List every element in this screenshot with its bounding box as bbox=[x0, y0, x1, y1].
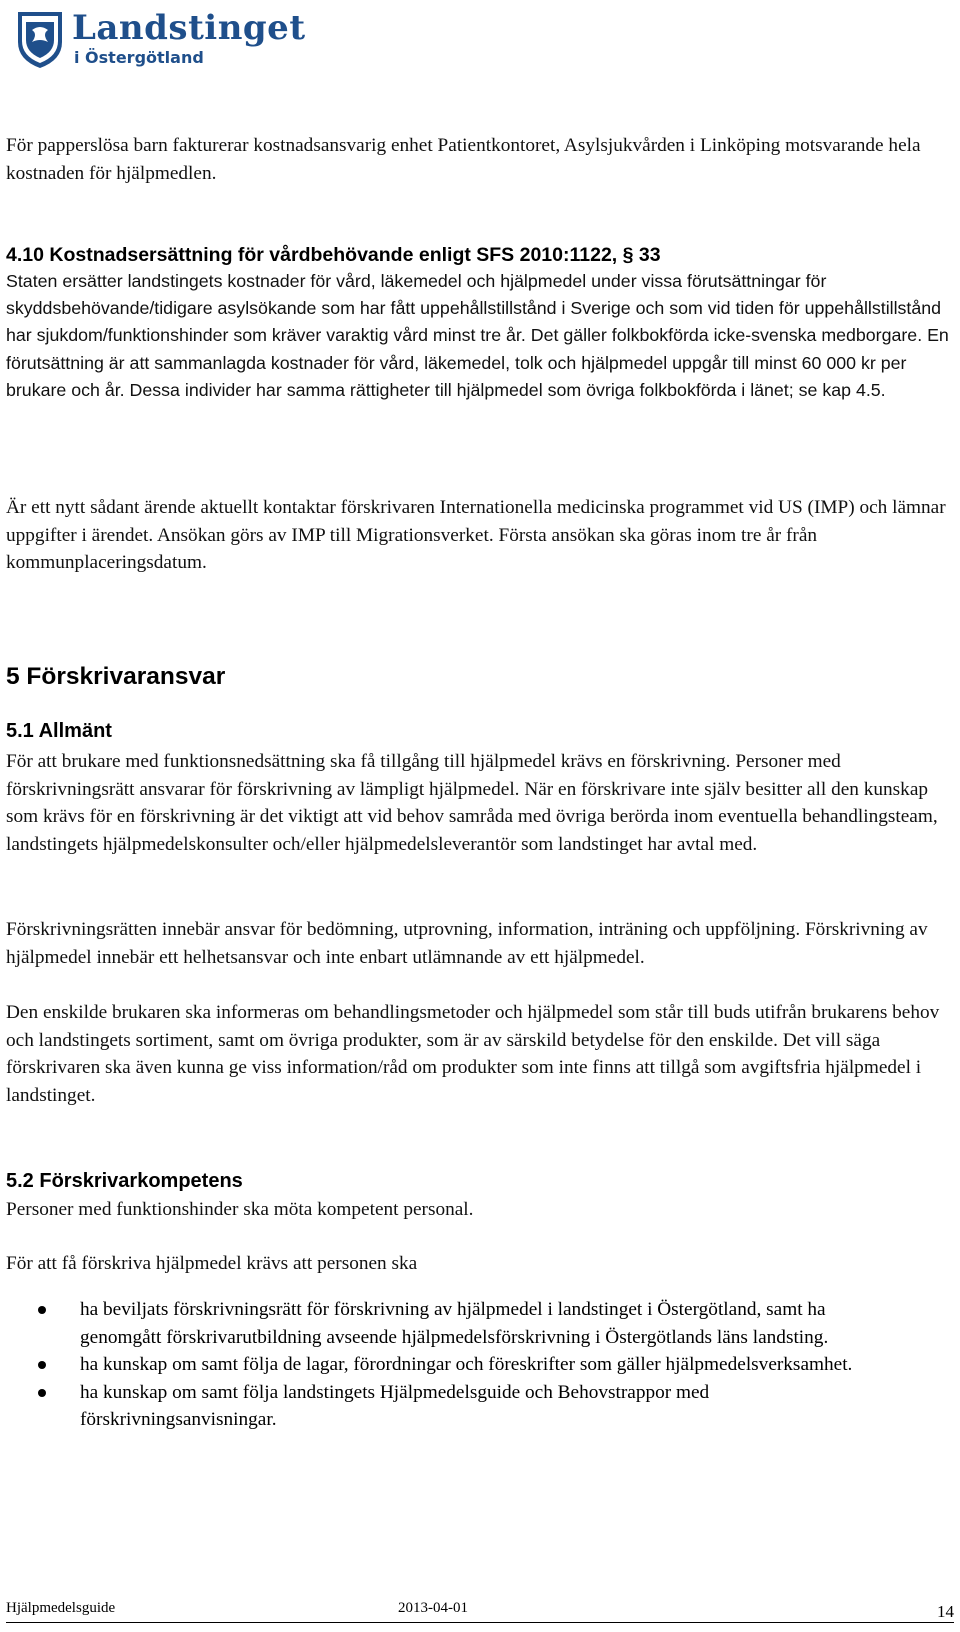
list-item-text: ha kunskap om samt följa de lagar, förordningar och föreskrifter som gäller hjälpmedelsverksamhet. bbox=[80, 1354, 853, 1375]
list-item bbox=[0, 1379, 900, 1434]
bullet-icon bbox=[38, 1306, 46, 1314]
section-4-10-paragraph-2: Är ett nytt sådant ärende aktuellt kontaktar förskrivaren Internationella medicinska programmet vid US (IMP) och lämnar uppgifter i ärendet. Ansökan görs av IMP till Migrationsverket. Första ansökan ska göras inom tre år från kommunplaceringsdatum. bbox=[6, 497, 946, 573]
footer-document-name: Hjälpmedelsguide bbox=[6, 1600, 116, 1616]
page-footer bbox=[6, 1594, 954, 1630]
footer-divider bbox=[6, 1622, 954, 1623]
list-item bbox=[0, 1296, 900, 1351]
section-4-10-paragraph-1: Staten ersätter landstingets kostnader för vård, läkemedel och hjälpmedel under vissa förutsättningar för skyddsbehövande/tidigare asylsökande som har fått uppehållstillstånd i Sverige och som vid tiden för uppehållstillstånd har sjukdom/funktionshinder som kräver varaktig vård minst tre år. Det gäller folkbokförda icke-svenska medborgare. En förutsättning är att sammanlagda kostnader för vård, läkemedel, tolk och hjälpmedel uppgår till minst 60 000 kr per brukare och år. Dessa individer har samma rättigheter till hjälpmedel som övriga folkbokförda i länet; se kap 4.5. bbox=[6, 271, 949, 400]
chapter-5-heading: 5 Förskrivaransvar bbox=[6, 663, 226, 690]
section-5-1-paragraph-3: Den enskilde brukaren ska informeras om behandlingsmetoder och hjälpmedel som står till buds utifrån brukarens behov och landstingets sortiment, samt om övriga produkter, som är av särskild betydelse för den enskilde. Det vill säga förskrivaren ska även kunna ge viss information/råd om produkter som inte finns att tillgå som avgiftsfria hjälpmedel i landstinget. bbox=[6, 1002, 940, 1106]
landstinget-logo bbox=[12, 8, 306, 70]
footer-date: 2013-04-01 bbox=[398, 1600, 468, 1616]
logo-wordmark: Landstinget bbox=[72, 8, 306, 48]
section-5-1-heading: 5.1 Allmänt bbox=[6, 720, 112, 742]
list-item bbox=[0, 1351, 900, 1379]
competence-requirements-list bbox=[0, 1296, 960, 1434]
bullet-icon bbox=[38, 1389, 46, 1397]
section-5-2-paragraph-2: För att få förskriva hjälpmedel krävs att personen ska bbox=[6, 1253, 418, 1274]
list-item-text: ha kunskap om samt följa landstingets Hjälpmedelsguide och Behovstrappor med förskrivningsanvisningar. bbox=[80, 1381, 710, 1430]
section-5-2-heading: 5.2 Förskrivarkompetens bbox=[6, 1170, 243, 1192]
bullet-icon bbox=[38, 1361, 46, 1369]
list-item-text: ha beviljats förskrivningsrätt för förskrivning av hjälpmedel i landstinget i Östergötland, samt ha genomgått förskrivarutbildning avseende hjälpmedelsförskrivning i Östergötlands läns landsting. bbox=[80, 1299, 829, 1348]
intro-paragraph: För papperslösa barn fakturerar kostnadsansvarig enhet Patientkontoret, Asylsjukvården i Linköping motsvarande hela kostnaden för hjälpmedlen. bbox=[6, 135, 921, 184]
section-5-2-paragraph-1: Personer med funktionshinder ska möta kompetent personal. bbox=[6, 1199, 474, 1220]
section-4-10-heading: 4.10 Kostnadsersättning för vårdbehövande enligt SFS 2010:1122, § 33 bbox=[6, 244, 661, 266]
landstinget-crest-icon bbox=[12, 8, 68, 70]
section-5-1-paragraph-1: För att brukare med funktionsnedsättning ska få tillgång till hjälpmedel krävs en förskrivning. Personer med förskrivningsrätt ansvarar för förskrivning av lämpligt hjälpmedel. När en förskrivare inte själv besitter all den kunskap som krävs för en förskrivning är det viktigt att vid behov samråda med övriga berörda inom eventuella behandlingsteam, landstingets hjälpmedelskonsulter och/eller hjälpmedelsleverantör som landstinget har avtal med. bbox=[6, 751, 938, 855]
section-5-1-paragraph-2: Förskrivningsrätten innebär ansvar för bedömning, utprovning, information, inträning och uppföljning. Förskrivning av hjälpmedel innebär ett helhetsansvar och inte enbart utlämnande av ett hjälpmedel. bbox=[6, 919, 928, 968]
logo-subtitle: i Östergötland bbox=[74, 48, 204, 67]
footer-page-number: 14 bbox=[937, 1602, 954, 1621]
